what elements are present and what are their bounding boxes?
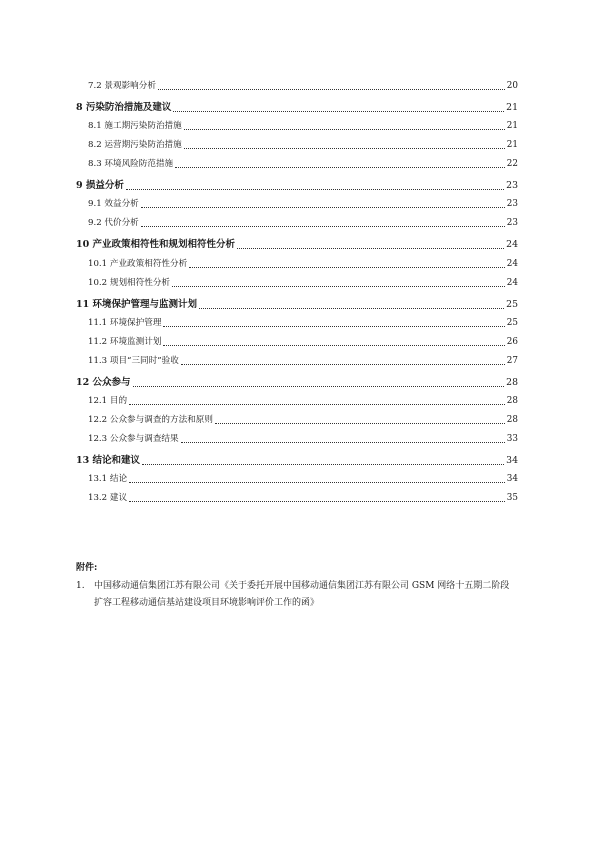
toc-chapter-entry[interactable]: [76, 446, 518, 468]
toc-dot-leader: [163, 326, 504, 327]
toc-section-entry[interactable]: [76, 271, 518, 290]
toc-entry-title: 8 污染防治措施及建议: [76, 101, 172, 113]
appendix-item: [76, 578, 518, 612]
toc-entry-title: 11.2 环境监测计划: [88, 336, 162, 347]
toc-dot-leader: [129, 501, 505, 502]
toc-dot-leader: [237, 248, 504, 249]
toc-entry-title: 10.2 规划相符性分析: [88, 277, 171, 288]
toc-dot-leader: [184, 129, 505, 130]
toc-page-number: 23: [506, 179, 518, 191]
appendix-title: 附件:: [76, 563, 98, 573]
toc-dot-leader: [129, 404, 505, 405]
toc-dot-leader: [189, 267, 505, 268]
toc-page-number: 27: [506, 355, 518, 366]
toc-entry-title: 13 结论和建议: [76, 454, 141, 466]
appendix-section: [76, 560, 518, 612]
toc-entry-title: 12 公众参与: [76, 376, 131, 388]
toc-chapter-entry[interactable]: [76, 368, 518, 390]
toc-page-number: 24: [506, 239, 518, 251]
toc-entry-title: 9 损益分析: [76, 179, 124, 191]
toc-page-number: 25: [506, 318, 518, 329]
toc-chapter-entry[interactable]: [76, 171, 518, 193]
toc-entry-title: 7.2 景观影响分析: [88, 80, 156, 91]
toc-entry-title: 11.3 项目“三同时”验收: [88, 355, 179, 366]
appendix-item-number: 1.: [76, 581, 85, 591]
toc-section-entry[interactable]: [76, 408, 518, 427]
toc-page-number: 24: [506, 258, 518, 269]
toc-section-entry[interactable]: [76, 427, 518, 446]
toc-dot-leader: [172, 286, 505, 287]
toc-dot-leader: [126, 189, 504, 190]
toc-dot-leader: [142, 464, 504, 465]
toc-entry-title: 10.1 产业政策相符性分析: [88, 258, 188, 269]
toc-entry-title: 13.1 结论: [88, 474, 128, 485]
toc-chapter-entry[interactable]: [76, 290, 518, 312]
toc-page-number: 24: [506, 277, 518, 288]
toc-section-entry[interactable]: [76, 486, 518, 505]
toc-section-entry[interactable]: [76, 390, 518, 409]
toc-chapter-entry[interactable]: [76, 93, 518, 115]
toc-entry-title: 9.2 代价分析: [88, 218, 139, 229]
toc-dot-leader: [175, 167, 505, 168]
toc-page-number: 28: [506, 414, 518, 425]
toc-section-entry[interactable]: [76, 312, 518, 331]
toc-dot-leader: [215, 423, 505, 424]
toc-page-number: 21: [506, 121, 518, 132]
toc-page-number: 28: [506, 396, 518, 407]
toc-page-number: 22: [506, 158, 518, 169]
toc-dot-leader: [199, 308, 504, 309]
toc-dot-leader: [129, 482, 505, 483]
toc-page-number: 34: [506, 474, 518, 485]
toc-entry-title: 8.3 环境风险防范措施: [88, 158, 174, 169]
toc-entry-title: 8.1 施工期污染防治措施: [88, 121, 182, 132]
toc-page-number: 23: [506, 218, 518, 229]
toc-page-number: 26: [506, 336, 518, 347]
toc-dot-leader: [181, 442, 505, 443]
toc-entry-title: 9.1 效益分析: [88, 199, 139, 210]
toc-entry-title: 8.2 运营期污染防治措施: [88, 140, 182, 151]
toc-entry-title: 12.2 公众参与调查的方法和原则: [88, 414, 213, 425]
toc-entry-title: 10 产业政策相符性和规划相符性分析: [76, 239, 236, 251]
toc-dot-leader: [181, 364, 505, 365]
toc-section-entry[interactable]: [76, 349, 518, 368]
toc-entry-title: 13.2 建议: [88, 493, 128, 503]
toc-section-entry[interactable]: [76, 133, 518, 152]
toc-page-number: 25: [506, 298, 518, 310]
toc-page-number: 23: [506, 199, 518, 210]
toc-page-number: 28: [506, 376, 518, 388]
toc-section-entry[interactable]: [76, 330, 518, 349]
toc-dot-leader: [173, 111, 504, 112]
toc-section-entry[interactable]: [76, 193, 518, 212]
toc-dot-leader: [141, 226, 505, 227]
table-of-contents: [76, 74, 518, 505]
toc-entry-title: 12.3 公众参与调查结果: [88, 433, 179, 444]
toc-page-number: 21: [506, 140, 518, 151]
toc-dot-leader: [141, 207, 505, 208]
toc-dot-leader: [133, 386, 505, 387]
appendix-item-text: 中国移动通信集团江苏有限公司《关于委托开展中国移动通信集团江苏有限公司 GSM 网络十五期二阶段扩容工程移动通信基站建设项目环境影响评价工作的函》: [94, 581, 510, 608]
toc-dot-leader: [163, 345, 504, 346]
toc-chapter-entry[interactable]: [76, 230, 518, 252]
toc-entry-title: 12.1 目的: [88, 396, 128, 407]
toc-section-entry[interactable]: [76, 115, 518, 134]
toc-section-entry[interactable]: [76, 152, 518, 171]
toc-page-number: 21: [506, 101, 518, 113]
toc-page-number: 35: [506, 493, 518, 503]
toc-entry-title: 11 环境保护管理与监测计划: [76, 298, 198, 310]
toc-dot-leader: [158, 89, 505, 90]
toc-section-entry[interactable]: [76, 252, 518, 271]
toc-page-number: 20: [506, 80, 518, 91]
toc-section-entry[interactable]: [76, 211, 518, 230]
toc-section-entry[interactable]: [76, 74, 518, 93]
toc-dot-leader: [184, 148, 505, 149]
toc-page-number: 33: [506, 433, 518, 444]
toc-entry-title: 11.1 环境保护管理: [88, 318, 162, 329]
toc-section-entry[interactable]: [76, 468, 518, 487]
toc-page-number: 34: [506, 454, 518, 466]
